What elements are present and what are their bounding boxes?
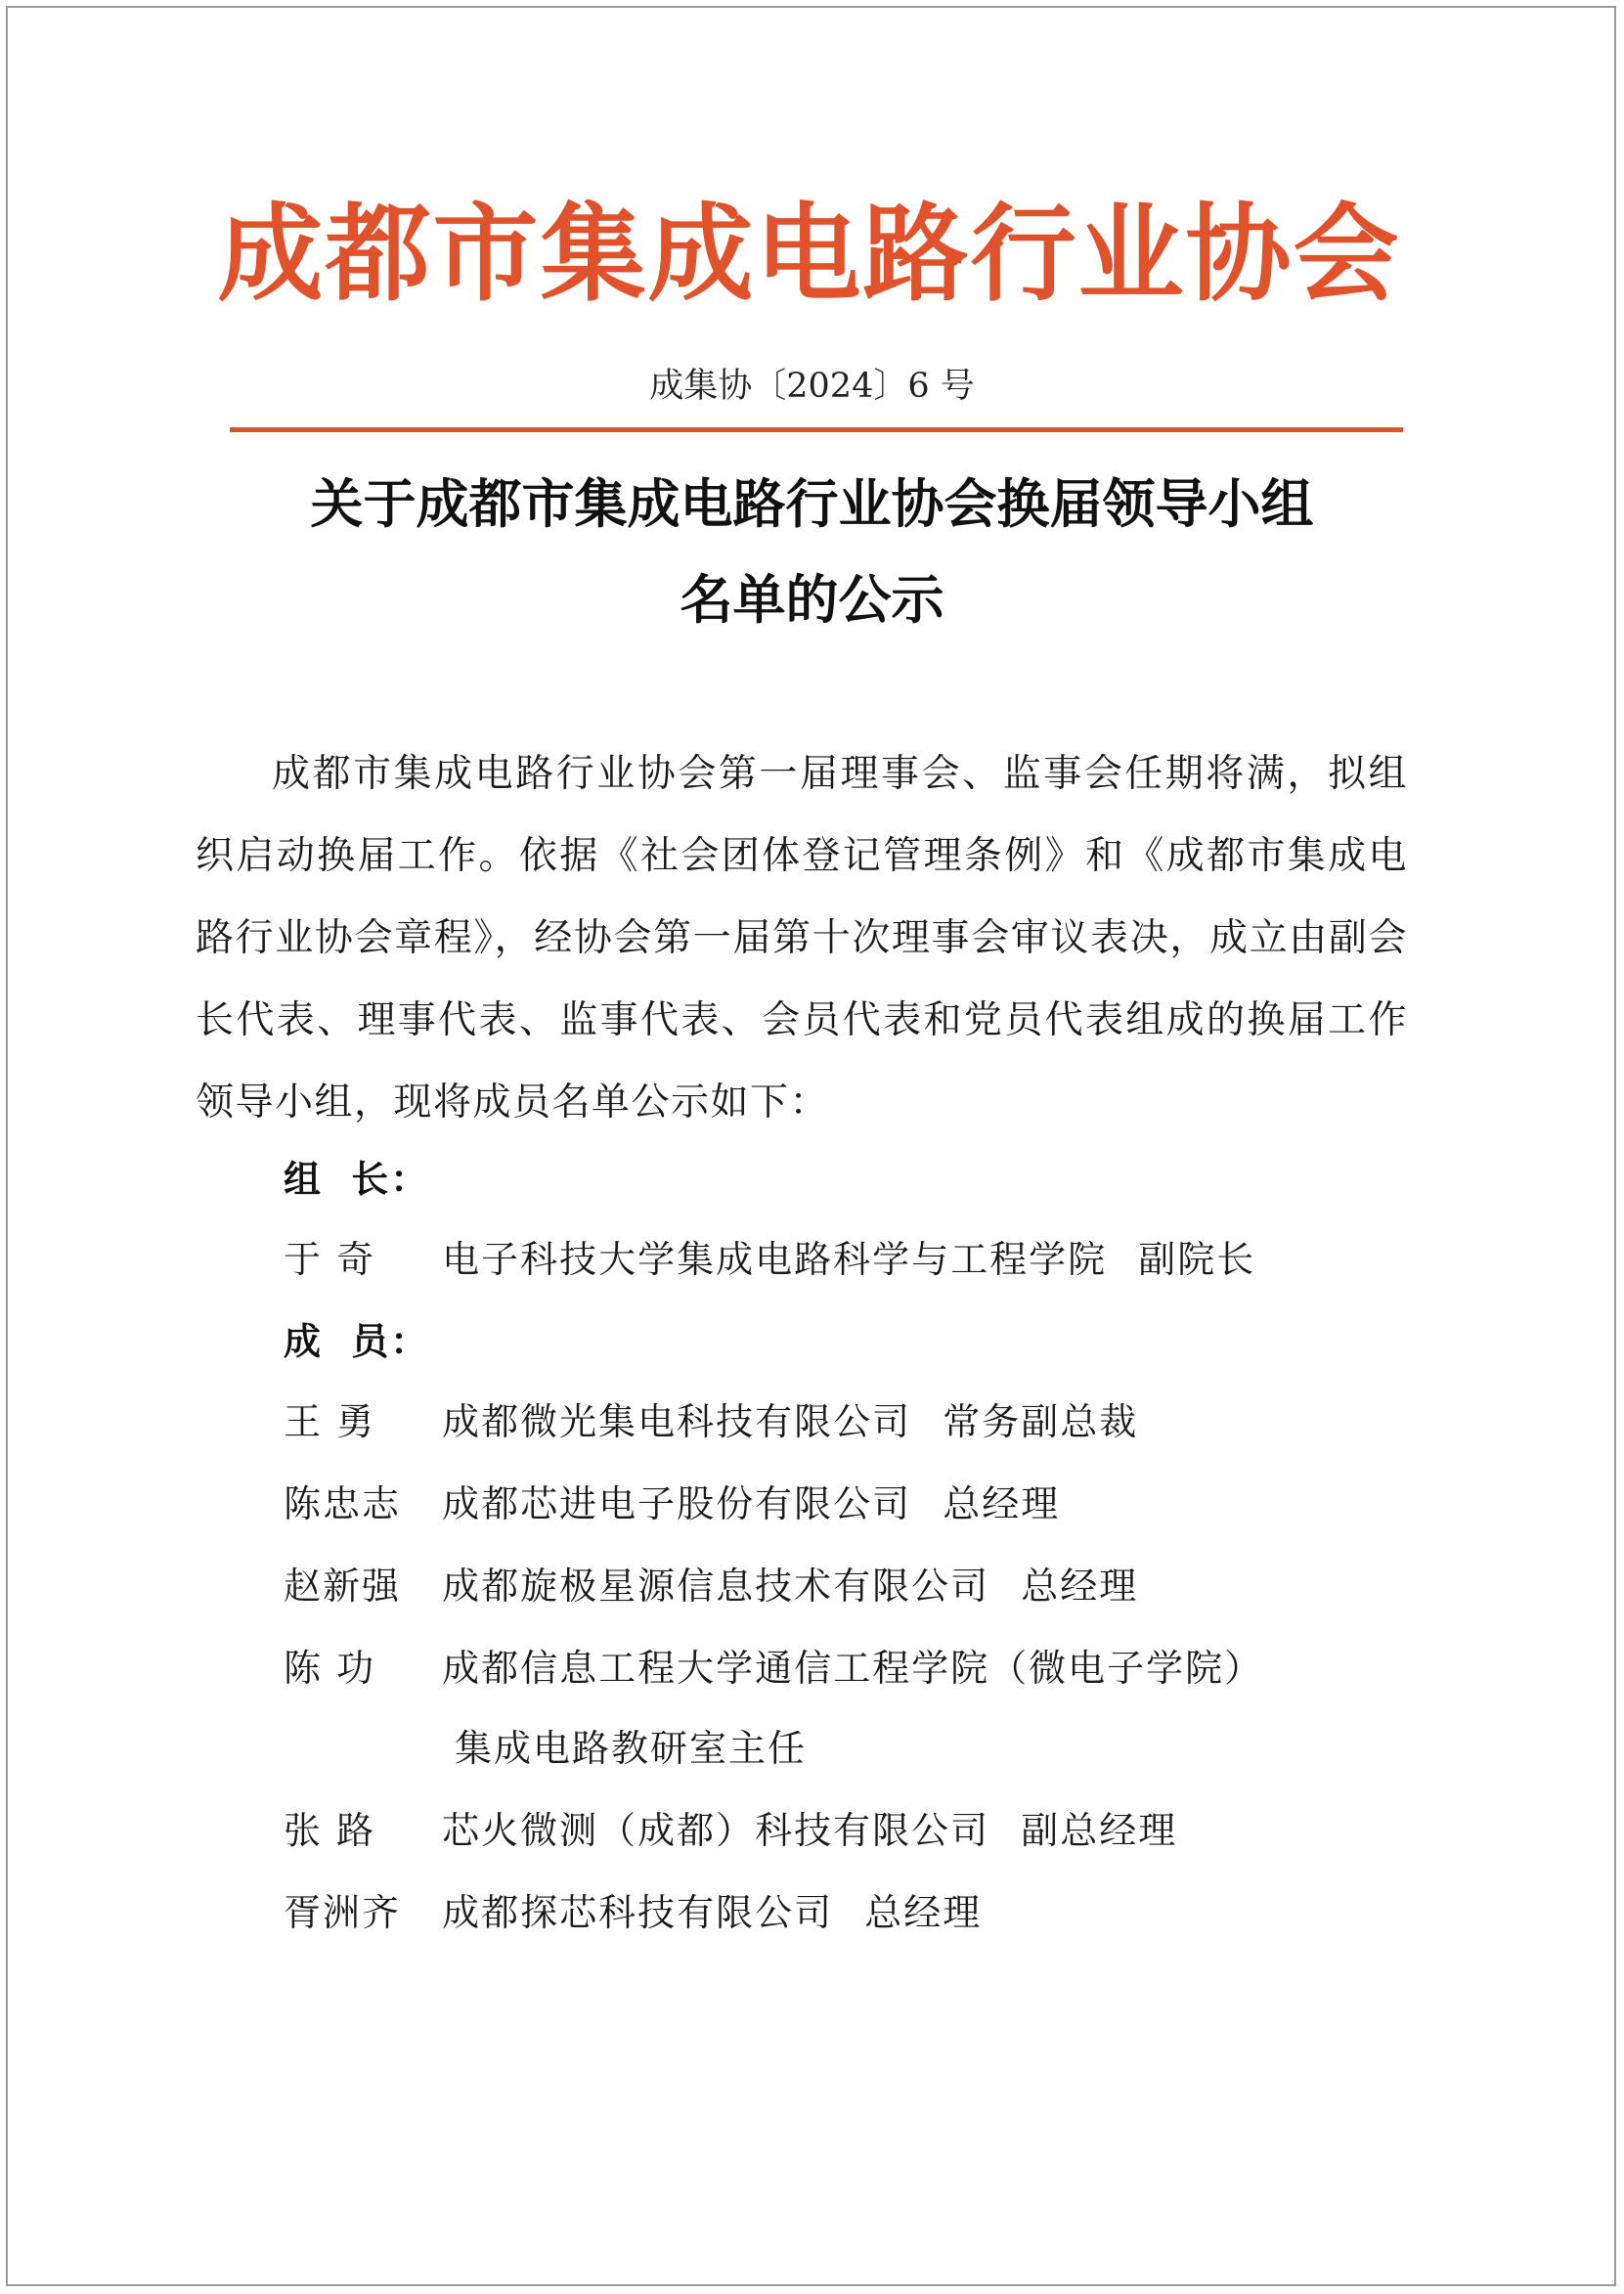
member-row: [284, 1557, 1138, 1615]
member-organization: 成都旋极星源信息技术有限公司: [442, 1565, 990, 1608]
member-role-continued: 集成电路教研室主任: [455, 1727, 808, 1770]
member-row: [284, 1639, 1263, 1698]
member-organization: 成都信息工程大学通信工程学院（微电子学院）: [442, 1647, 1264, 1690]
member-role: 副院长: [1138, 1238, 1256, 1281]
member-organization: 成都芯进电子股份有限公司: [442, 1482, 912, 1525]
member-row: [284, 1392, 1138, 1451]
red-divider: [230, 427, 1403, 432]
leader-section-label: 组 长：: [284, 1158, 430, 1201]
member-name: 张 路: [284, 1809, 376, 1852]
member-organization: 成都探芯科技有限公司: [442, 1891, 834, 1934]
member-name: 于 奇: [284, 1238, 376, 1281]
member-role: 常务副总裁: [943, 1400, 1139, 1443]
notice-title-line2: 名单的公示: [680, 568, 944, 631]
member-name: 胥洲齐: [284, 1891, 402, 1934]
member-name: 陈忠志: [284, 1482, 402, 1525]
member-row: [284, 1883, 982, 1942]
member-row: [284, 1475, 1060, 1533]
document-number: 成集协〔2024〕6 号: [649, 367, 975, 406]
member-role: 总经理: [864, 1891, 983, 1934]
leader-row: [284, 1230, 1255, 1289]
member-organization: 电子科技大学集成电路科学与工程学院: [442, 1238, 1108, 1281]
notice-title-line1: 关于成都市集成电路行业协会换届领导小组: [310, 472, 1314, 535]
member-role: 总经理: [1021, 1565, 1139, 1608]
member-name: 陈 功: [284, 1647, 376, 1690]
member-role: 副总经理: [1021, 1809, 1178, 1852]
page-border: [6, 6, 1616, 2286]
member-role: 总经理: [943, 1482, 1061, 1525]
member-organization: 成都微光集电科技有限公司: [442, 1400, 912, 1443]
member-organization: 芯火微测（成都）科技有限公司: [442, 1809, 990, 1852]
notice-body: 成都市集成电路行业协会第一届理事会、监事会任期将满，拟组织启动换届工作。依据《社会团体登记管理条例》和《成都市集成电路行业协会章程》，经协会第一届第十次理事会审议表决，成立由副会长代表、理事代表、监事代表、会员代表和党员代表组成的换届工作领导小组，现将成员名单公示如下：: [196, 752, 1408, 1125]
member-row: [284, 1801, 1177, 1860]
member-section-label: 成 员：: [284, 1320, 430, 1363]
member-name: 王 勇: [284, 1400, 376, 1443]
organization-header: 成都市集成电路行业协会: [217, 193, 1401, 316]
member-name: 赵新强: [284, 1565, 402, 1608]
